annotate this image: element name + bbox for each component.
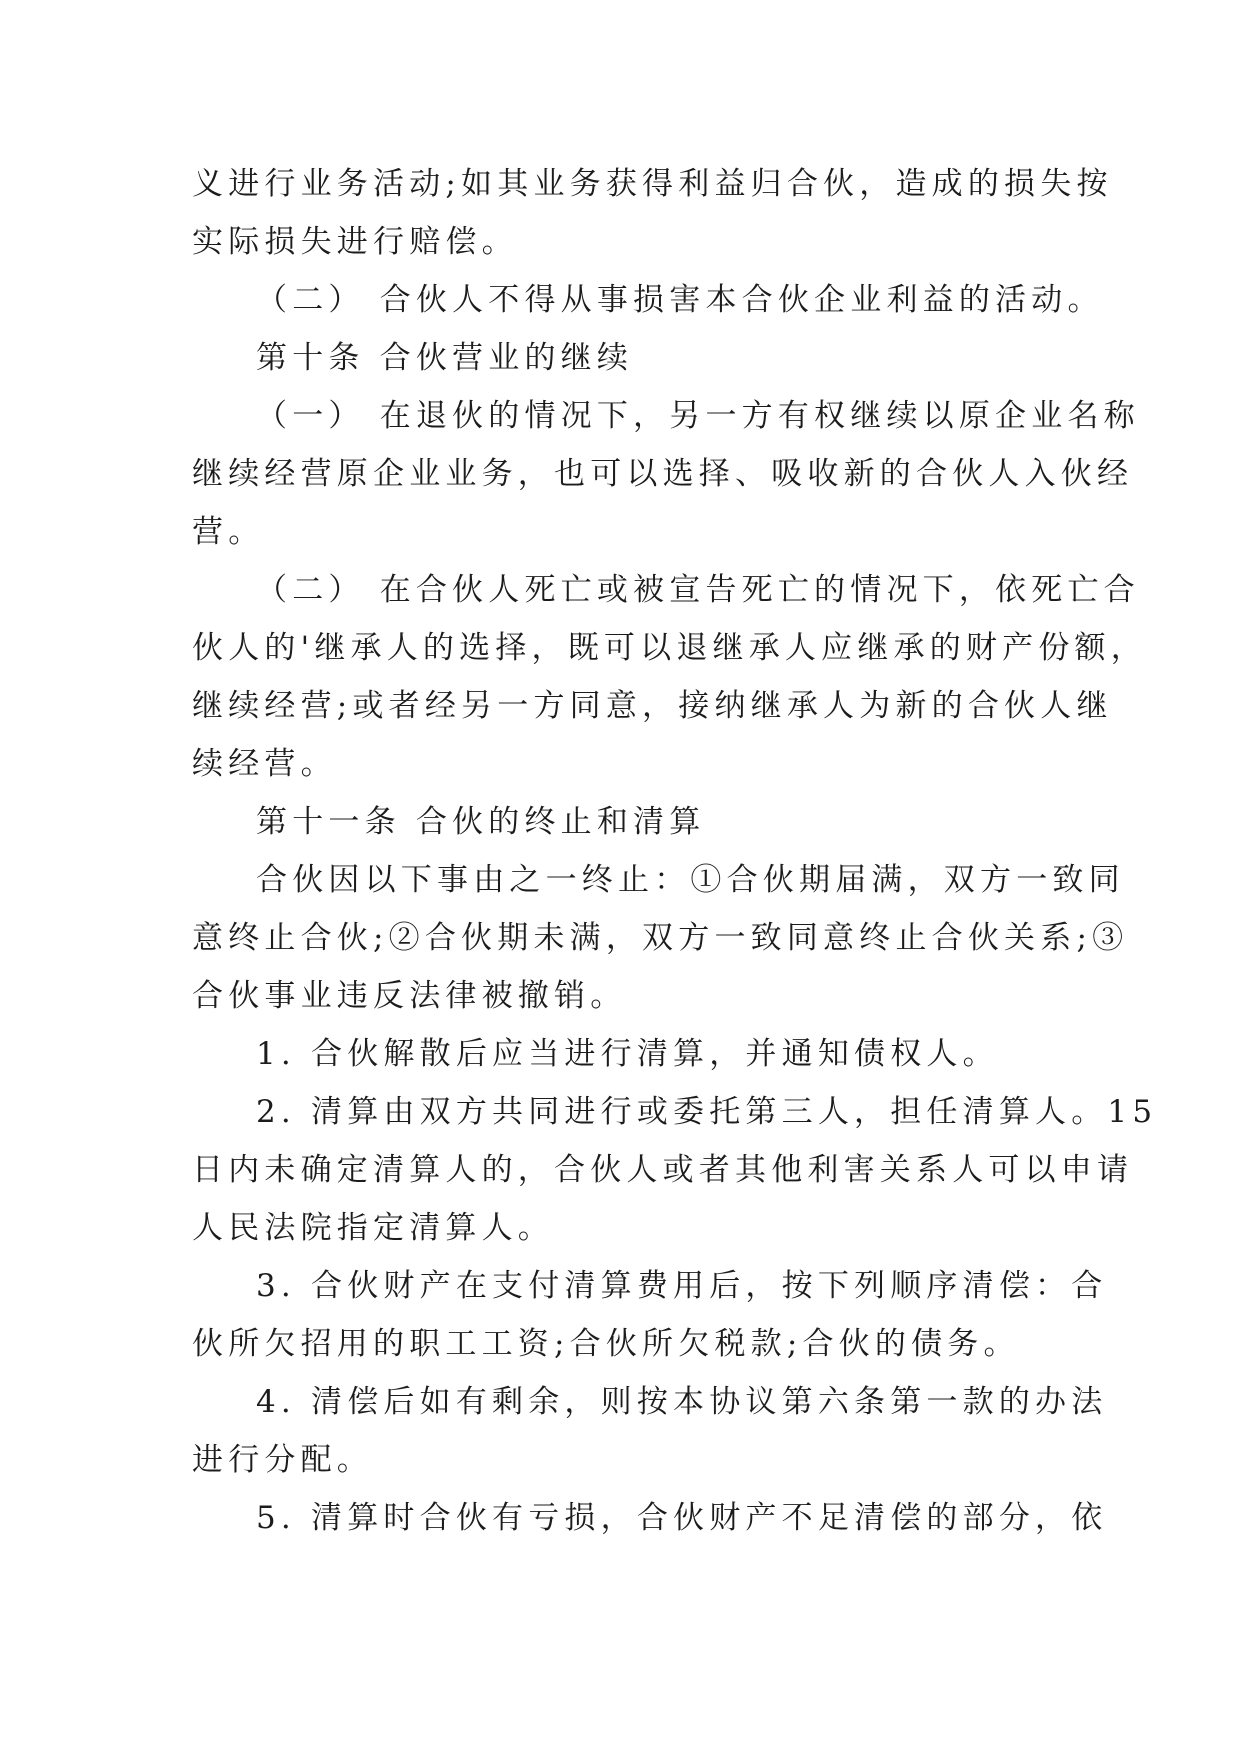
text-line: 义进行业务活动;如其业务获得利益归合伙，造成的损失按 <box>192 166 1113 202</box>
text-line: 进行分配。 <box>192 1442 373 1478</box>
list-item: 5. 清算时合伙有亏损，合伙财产不足清偿的部分，依 <box>256 1500 1108 1536</box>
text-line: 继续经营;或者经另一方同意，接纳继承人为新的合伙人继 <box>192 688 1113 724</box>
text-line: （二） 在合伙人死亡或被宣告死亡的情况下，依死亡合 <box>256 572 1140 608</box>
text-line: （二） 合伙人不得从事损害本合伙企业利益的活动。 <box>256 282 1104 318</box>
text-line: 实际损失进行赔偿。 <box>192 224 518 260</box>
text-line: 日内未确定清算人的，合伙人或者其他利害关系人可以申请 <box>192 1152 1134 1188</box>
section-heading: 第十条 合伙营业的继续 <box>256 340 634 376</box>
list-item: 1. 合伙解散后应当进行清算，并通知债权人。 <box>256 1036 999 1072</box>
text-line: 意终止合伙;②合伙期未满，双方一致同意终止合伙关系;③ <box>192 920 1129 956</box>
text-line: 续经营。 <box>192 746 337 782</box>
text-line: 伙所欠招用的职工工资;合伙所欠税款;合伙的债务。 <box>192 1326 1020 1362</box>
list-item: 2. 清算由双方共同进行或委托第三人，担任清算人。15 <box>256 1094 1158 1130</box>
text-line: 伙人的'继承人的选择，既可以退继承人应继承的财产份额， <box>192 630 1147 666</box>
document-page <box>192 155 1158 1547</box>
text-line: 合伙因以下事由之一终止：①合伙期届满，双方一致同 <box>256 862 1125 898</box>
list-item: 4. 清偿后如有剩余，则按本协议第六条第一款的办法 <box>256 1384 1108 1420</box>
list-item: 3. 合伙财产在支付清算费用后，按下列顺序清偿：合 <box>256 1268 1108 1304</box>
text-line: 人民法院指定清算人。 <box>192 1210 554 1246</box>
section-heading: 第十一条 合伙的终止和清算 <box>256 804 706 840</box>
text-line: （一） 在退伙的情况下，另一方有权继续以原企业名称 <box>256 398 1140 434</box>
text-line: 合伙事业违反法律被撤销。 <box>192 978 627 1014</box>
text-line: 继续经营原企业业务，也可以选择、吸收新的合伙人入伙经 <box>192 456 1134 492</box>
text-line: 营。 <box>192 514 265 550</box>
